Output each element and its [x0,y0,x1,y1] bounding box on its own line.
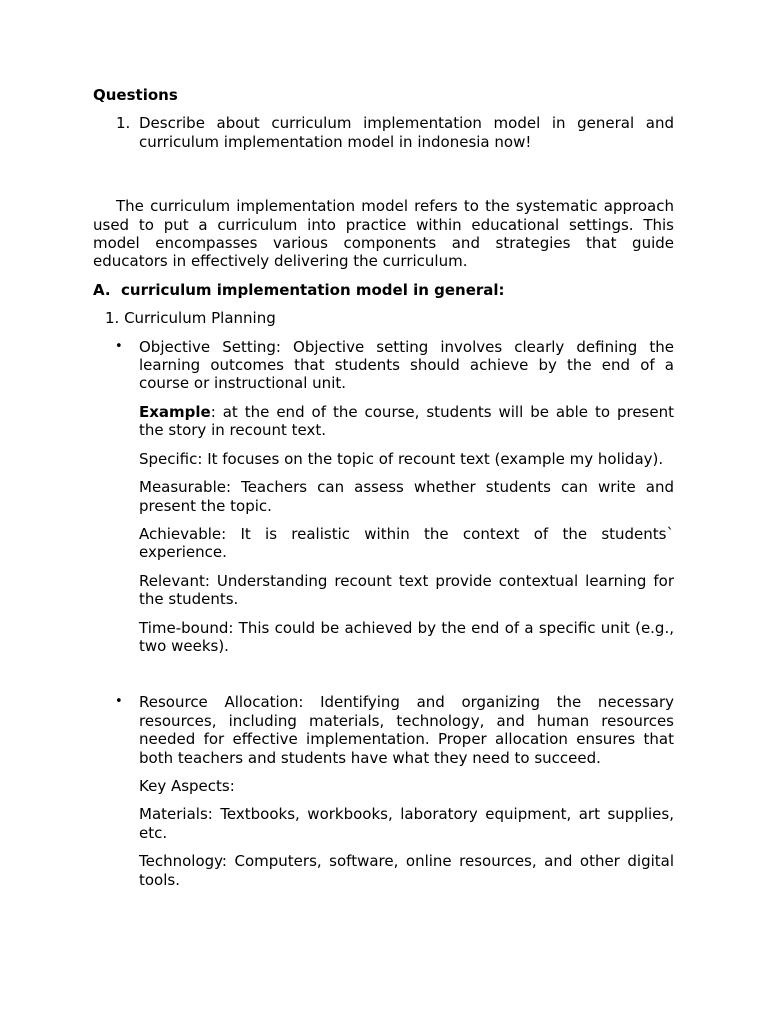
questions-heading: Questions [93,86,178,104]
example-text: : at the end of the course, students will be able to present the story in recount text. [139,402,674,440]
document-page [93,86,674,899]
question-number: 1. [116,114,131,133]
measurable-paragraph: Measurable: Teachers can assess whether students can write and present the topic. [139,478,674,515]
section-a-title [93,281,674,299]
relevant-paragraph: Relevant: Understanding recount text provide contextual learning for the students. [139,571,674,609]
bullet-resource-allocation [115,693,674,889]
question-item [116,114,674,151]
spacer [93,665,674,693]
key-aspects-label: Key Aspects: [139,776,235,795]
timebound-paragraph: Time-bound: This could be achieved by the end of a specific unit (e.g., two weeks). [139,618,674,655]
technology-paragraph: Technology: Computers, software, online resources, and other digital tools. [139,852,674,889]
example-label: Example [139,402,211,421]
subsection-curriculum-planning: 1. Curriculum Planning [105,309,276,328]
intro-paragraph: The curriculum implementation model refers to the systematic approach used to put a curriculum into practice within educational settings. This model encompasses various components and strategies that guide educators in effectively delivering the curriculum. [93,197,674,271]
objective-setting-text: Objective Setting: Objective setting involves clearly defining the learning outcomes that students should achieve by the end of a course or instructional unit. [139,337,674,393]
specific-paragraph: Specific: It focuses on the topic of recount text (example my holiday). [139,449,664,468]
section-title-text: curriculum implementation model in general: [121,280,505,299]
bullet-icon: • [115,694,123,710]
example-paragraph [139,403,674,440]
achievable-paragraph: Achievable: It is realistic within the context of the students` experience. [139,524,674,562]
bullet-icon: • [115,338,123,354]
question-text: Describe about curriculum implementation model in general and curriculum implementation model in indonesia now! [139,114,674,151]
section-letter: A. [93,280,111,299]
bullet-objective-setting [115,337,674,656]
resource-allocation-text: Resource Allocation: Identifying and organizing the necessary resources, including materials, technology, and human resources needed for effective implementation. Proper allocation ensures that both teachers and students have what they need to succeed. [139,693,674,767]
materials-paragraph: Materials: Textbooks, workbooks, laboratory equipment, art supplies, etc. [139,805,674,842]
